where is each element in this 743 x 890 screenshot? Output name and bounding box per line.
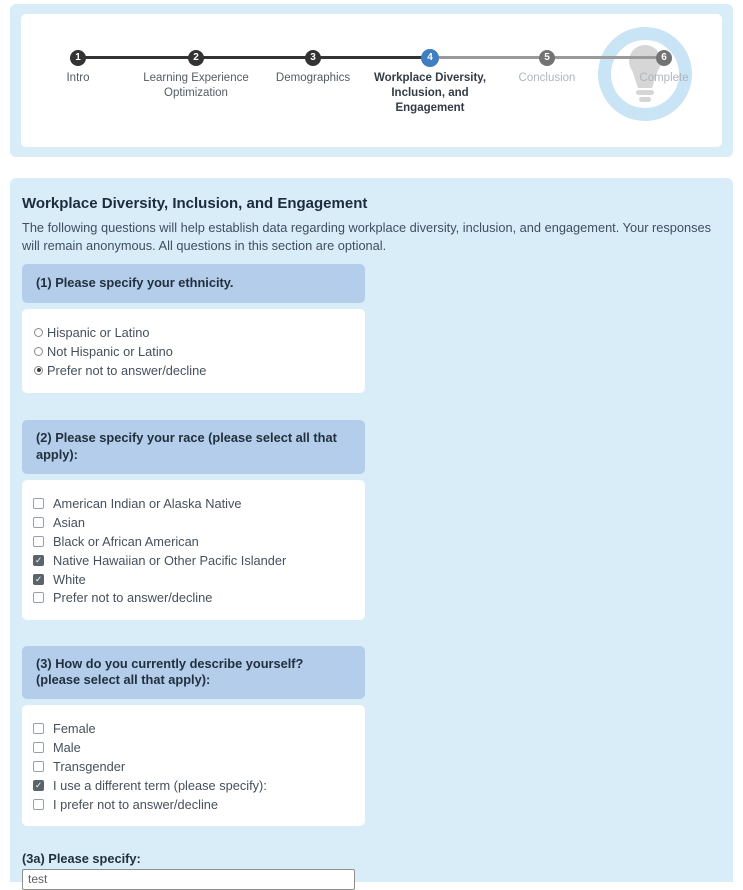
checkbox-option-white[interactable] <box>33 570 365 589</box>
step-label-complete: Complete <box>639 72 689 84</box>
step-label-learning-experience: Learning Experience Optimization <box>143 72 249 99</box>
progress-stepper <box>21 14 722 147</box>
step-circle-4[interactable]: 4 <box>421 49 439 67</box>
checkbox-option-prefer-not-answer[interactable] <box>33 588 365 607</box>
option-label[interactable]: Prefer not to answer/decline <box>53 590 213 606</box>
question-3-options <box>22 705 365 826</box>
checkbox-icon[interactable] <box>33 517 44 528</box>
option-label[interactable]: White <box>53 571 86 587</box>
checkbox-icon[interactable] <box>33 592 44 603</box>
radio-icon[interactable] <box>34 328 43 337</box>
followup-3a-input[interactable] <box>22 869 355 890</box>
step-label-workplace-diversity: Workplace Diversity, Inclusion, and Engagement <box>373 72 487 114</box>
option-label[interactable]: Prefer not to answer/decline <box>47 362 207 378</box>
checkbox-icon[interactable] <box>33 780 44 791</box>
option-label[interactable]: Black or African American <box>53 533 199 549</box>
step-circle-3[interactable]: 3 <box>305 50 321 66</box>
checkbox-option-black-african-american[interactable] <box>33 532 365 551</box>
checkbox-option-prefer-not-answer[interactable] <box>33 795 365 814</box>
stepper-step-workplace-diversity <box>368 50 492 116</box>
radio-option-prefer-not-answer[interactable] <box>34 361 365 380</box>
radio-icon[interactable] <box>34 366 43 375</box>
checkbox-option-native-hawaiian[interactable] <box>33 551 365 570</box>
option-label[interactable]: Male <box>53 740 81 756</box>
step-circle-5[interactable]: 5 <box>539 50 555 66</box>
checkbox-icon[interactable] <box>33 799 44 810</box>
checkbox-icon[interactable] <box>33 555 44 566</box>
step-circle-2[interactable]: 2 <box>188 50 204 66</box>
question-3-header: (3) How do you currently describe yourself? (please select all that apply): <box>22 646 365 699</box>
option-label[interactable]: I use a different term (please specify): <box>53 777 267 793</box>
section-description: The following questions will help establish data regarding workplace diversity, inclusion, and engagement. Your responses will remain anonymous. All questions in this section are optional. <box>22 220 712 253</box>
checkbox-icon[interactable] <box>33 574 44 585</box>
checkbox-option-american-indian[interactable] <box>33 495 365 514</box>
option-label[interactable]: I prefer not to answer/decline <box>53 796 219 812</box>
option-label[interactable]: Hispanic or Latino <box>47 325 150 341</box>
radio-option-hispanic[interactable] <box>34 324 365 343</box>
step-label-demographics: Demographics <box>275 72 351 84</box>
stepper-card <box>21 14 722 147</box>
stepper-step-learning-experience <box>131 50 261 101</box>
stepper-step-demographics <box>248 50 378 86</box>
option-label[interactable]: Female <box>53 721 96 737</box>
option-label[interactable]: American Indian or Alaska Native <box>53 496 242 512</box>
question-1-options <box>22 309 365 393</box>
step-circle-6[interactable]: 6 <box>656 50 672 66</box>
form-section <box>10 178 733 882</box>
step-label-intro: Intro <box>66 72 90 84</box>
option-label[interactable]: Transgender <box>53 758 126 774</box>
radio-option-not-hispanic[interactable] <box>34 342 365 361</box>
question-2-header: (2) Please specify your race (please select all that apply): <box>22 420 365 474</box>
stepper-step-complete <box>599 50 729 86</box>
checkbox-icon[interactable] <box>33 742 44 753</box>
question-2-options <box>22 480 365 620</box>
option-label[interactable]: Native Hawaiian or Other Pacific Islander <box>53 552 287 568</box>
stepper-step-intro <box>13 50 143 86</box>
checkbox-icon[interactable] <box>33 723 44 734</box>
step-label-conclusion: Conclusion <box>518 72 576 84</box>
checkbox-icon[interactable] <box>33 761 44 772</box>
followup-3a-label: (3a) Please specify: <box>22 850 141 866</box>
checkbox-icon[interactable] <box>33 536 44 547</box>
checkbox-option-female[interactable] <box>33 720 365 739</box>
option-label[interactable]: Asian <box>53 515 86 531</box>
radio-icon[interactable] <box>34 347 43 356</box>
checkbox-option-male[interactable] <box>33 738 365 757</box>
checkbox-icon[interactable] <box>33 498 44 509</box>
stepper-band <box>10 4 733 157</box>
option-label[interactable]: Not Hispanic or Latino <box>47 344 173 360</box>
checkbox-option-transgender[interactable] <box>33 757 365 776</box>
question-1-header: (1) Please specify your ethnicity. <box>22 264 365 303</box>
checkbox-option-different-term[interactable] <box>33 776 365 795</box>
page-title: Workplace Diversity, Inclusion, and Engagement <box>22 195 368 212</box>
stepper-step-conclusion <box>482 50 612 86</box>
step-circle-1[interactable]: 1 <box>70 50 86 66</box>
checkbox-option-asian[interactable] <box>33 513 365 532</box>
